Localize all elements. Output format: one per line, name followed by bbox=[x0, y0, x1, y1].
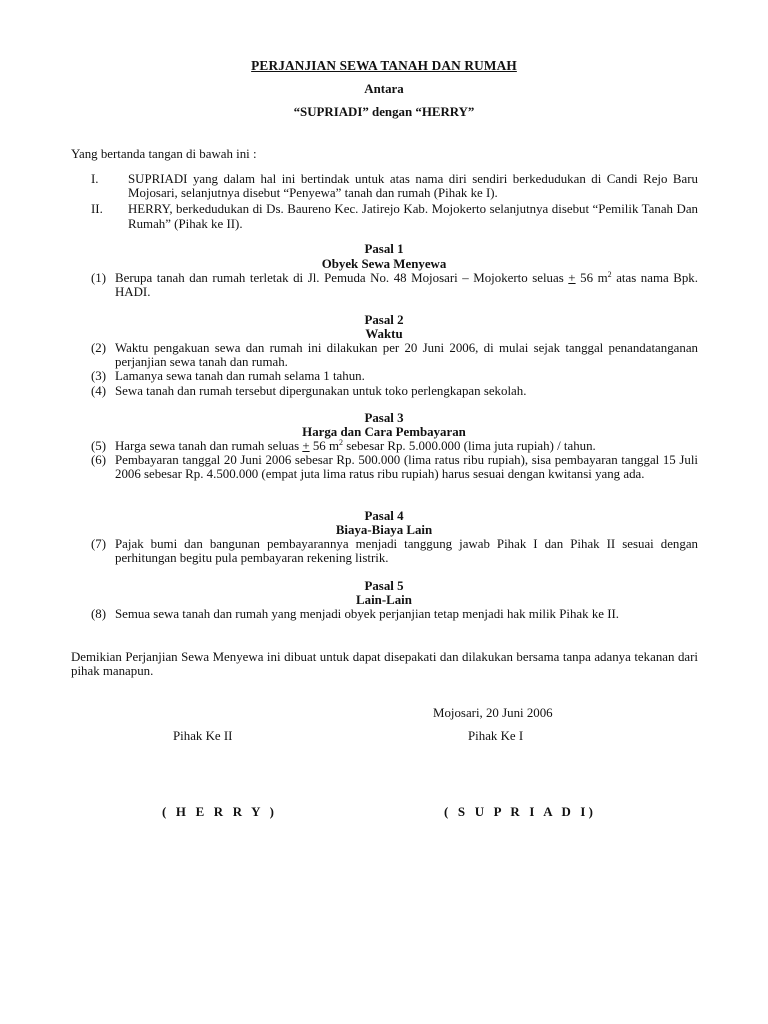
plus-minus-symbol: + bbox=[568, 271, 576, 285]
superscript: 2 bbox=[607, 270, 612, 279]
clause-number: (6) bbox=[91, 453, 107, 468]
clause-text: Waktu pengakuan sewa dan rumah ini dilakukan per 20 Juni 2006, di mulai sejak tanggal penandatanganan perjanjian sewa tanah dan rumah. bbox=[115, 341, 698, 370]
pasal-5-items bbox=[71, 607, 698, 621]
party-number: I. bbox=[91, 172, 99, 186]
clause-text-continued: atas nama Bpk. HADI. bbox=[115, 271, 698, 300]
clause-item-3 bbox=[71, 369, 698, 383]
party-item-1 bbox=[71, 172, 698, 200]
area-value: 56 m bbox=[580, 271, 608, 285]
superscript: 2 bbox=[339, 438, 343, 447]
clause-text: Lamanya sewa tanah dan rumah selama 1 tahun. bbox=[115, 369, 365, 384]
clause-item-8 bbox=[71, 607, 698, 621]
clause-text: Pajak bumi dan bangunan pembayarannya menjadi tanggung jawab Pihak I dan Pihak II sesuai dengan perhitungan begitu pula pembayaran rekening listrik. bbox=[115, 537, 698, 566]
clause-item-6 bbox=[71, 453, 698, 481]
clause-item-7 bbox=[71, 537, 698, 565]
plus-minus-symbol: + bbox=[302, 439, 310, 453]
clause-item-5 bbox=[71, 439, 698, 453]
clause-text: Sewa tanah dan rumah tersebut dipergunakan untuk toko perlengkapan sekolah. bbox=[115, 383, 527, 398]
clause-text: Semua sewa tanah dan rumah yang menjadi obyek perjanjian tetap menjadi hak milik Pihak ke II. bbox=[115, 607, 620, 621]
party-number: II. bbox=[91, 202, 103, 217]
clause-item-2 bbox=[71, 341, 698, 369]
signatory-left-label: Pihak Ke II bbox=[173, 729, 233, 743]
pasal-1-heading: Pasal 1 bbox=[364, 242, 404, 256]
pasal-3-items bbox=[71, 439, 698, 482]
pasal-1-items bbox=[71, 271, 698, 299]
pasal-4-heading: Pasal 4 bbox=[364, 509, 404, 523]
clause-text: Harga sewa tanah dan rumah seluas bbox=[115, 439, 300, 453]
pasal-1-title: Obyek Sewa Menyewa bbox=[321, 257, 447, 271]
pasal-5-heading: Pasal 5 bbox=[364, 579, 404, 593]
document-title: PERJANJIAN SEWA TANAH DAN RUMAH bbox=[251, 58, 517, 73]
pasal-5-title: Lain-Lain bbox=[356, 593, 412, 607]
pasal-2-items bbox=[71, 341, 698, 398]
signatory-right-label: Pihak Ke I bbox=[468, 729, 524, 743]
clause-number: (2) bbox=[91, 341, 107, 355]
party-item-2 bbox=[71, 202, 698, 230]
document-parties: “SUPRIADI” dengan “HERRY” bbox=[293, 105, 475, 119]
parties-list bbox=[71, 172, 698, 231]
clause-item-1 bbox=[71, 271, 698, 299]
clause-text: Pembayaran tanggal 20 Juni 2006 sebesar Rp. 500.000 (lima ratus ribu rupiah), sisa pembayaran tanggal 15 Juli 2006 sebesar Rp. 4.500.000 (empat juta lima ratus ribu rupiah) harus sesuai dengan kwitansi yang ada. bbox=[115, 453, 698, 482]
place-date: Mojosari, 20 Juni 2006 bbox=[433, 706, 553, 720]
party-text: SUPRIADI yang dalam hal ini bertindak untuk atas nama diri sendiri berkedudukan di Candi Rejo Baru Mojosari, selanjutnya disebut “Penyewa” tanah dan rumah (Pihak ke I). bbox=[128, 172, 698, 201]
closing-paragraph: Demikian Perjanjian Sewa Menyewa ini dibuat untuk dapat disepakati dan dilakukan bersama tanpa adanya tekanan dari pihak manapun. bbox=[71, 650, 698, 679]
clause-text: Berupa tanah dan rumah terletak di Jl. Pemuda No. 48 Mojosari – Mojokerto seluas bbox=[115, 271, 564, 285]
document-subtitle: Antara bbox=[364, 82, 404, 96]
clause-number: (4) bbox=[91, 383, 107, 398]
area-value: 56 m bbox=[312, 439, 339, 453]
pasal-3-heading: Pasal 3 bbox=[364, 411, 404, 425]
pasal-3-title: Harga dan Cara Pembayaran bbox=[302, 425, 466, 439]
pasal-4-title: Biaya-Biaya Lain bbox=[335, 523, 433, 537]
clause-text-continued: sebesar Rp. 5.000.000 (lima juta rupiah) / tahun. bbox=[346, 439, 596, 453]
signatory-left-name: ( H E R R Y ) bbox=[162, 805, 278, 819]
clause-item-4 bbox=[71, 384, 698, 398]
pasal-4-items bbox=[71, 537, 698, 565]
clause-number: (5) bbox=[91, 439, 107, 453]
pasal-2-title: Waktu bbox=[365, 327, 403, 341]
party-text: HERRY, berkedudukan di Ds. Baureno Kec. Jatirejo Kab. Mojokerto selanjutnya disebut “Pemilik Tanah Dan Rumah” (Pihak ke II). bbox=[128, 202, 698, 231]
intro-text: Yang bertanda tangan di bawah ini : bbox=[71, 147, 257, 161]
clause-number: (1) bbox=[91, 271, 107, 285]
pasal-2-heading: Pasal 2 bbox=[364, 313, 404, 327]
clause-number: (8) bbox=[91, 607, 107, 621]
signatory-right-name: ( S U P R I A D I) bbox=[444, 805, 597, 819]
clause-number: (3) bbox=[91, 369, 107, 384]
clause-number: (7) bbox=[91, 537, 107, 551]
